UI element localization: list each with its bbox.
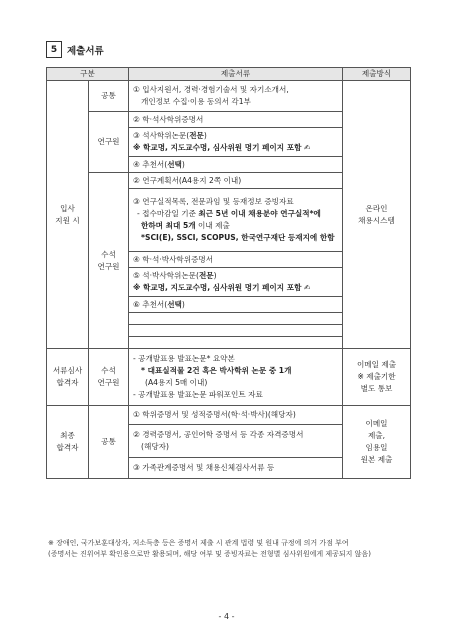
final-sub-label: 공통 [89, 406, 129, 479]
researcher-item-2: ② 학·석사학위증명서 [129, 112, 343, 128]
final-item-1: ① 학위증명서 및 성적증명서(학·석·박사)(해당자) [129, 406, 343, 425]
section-header [46, 41, 104, 58]
researcher-item-4: ④ 추천서(선택) [129, 157, 343, 173]
table-row [47, 349, 411, 406]
page-number: - 4 - [218, 612, 235, 621]
senior-item-6: ⑥ 추천서(선택) [129, 297, 343, 313]
apply-label: 입사 지원 시 [47, 81, 89, 349]
table-row [47, 81, 411, 112]
researcher-item-3: ③ 석사학위논문(전문) ※ 학교명, 지도교수명, 심사위원 명기 페이지 포함 ✍ [129, 128, 343, 157]
header-method: 제출방식 [343, 68, 411, 81]
final-method: 이메일 제출, 임용일 원본 제출 [343, 406, 411, 479]
documents-table [46, 67, 411, 479]
apply-common-docs: ① 입사지원서, 경력·경험기술서 및 자기소개서, 개인정보 수집·이용 동의서 각1부 [129, 81, 343, 112]
senior-item-5: ⑤ 석·박사학위논문(전문) ※ 학교명, 지도교수명, 심사위원 명기 페이지 포함 ✍ [129, 268, 343, 297]
apply-researcher-label: 연구원 [89, 112, 129, 173]
final-item-2: ② 경력증명서, 공인어학 증명서 등 각종 자격증명서 (해당자) [129, 425, 343, 458]
section-title: 제출서류 [67, 45, 104, 57]
header-documents: 제출서류 [129, 68, 343, 81]
screening-docs: - 공개발표용 발표논문* 요약본 * 대표실적물 2건 혹은 박사학위 논문 중 1개 (A4용지 5매 이내) - 공개발표용 발표논문 파워포인트 자료 [129, 349, 343, 406]
footnote: ※ 장애인, 국가보훈대상자, 저소득층 등은 증명서 제출 시 관계 법령 및 원내 규정에 의거 가점 부여 (증명서는 진위여부 확인용으로만 활용되며, 해당 여부 및 증빙자료는 전형별 심사위원에게 제공되지 않음) [48, 539, 371, 558]
apply-method: 온라인 채용시스템 [343, 81, 411, 349]
table-row [47, 406, 411, 425]
table-header-row [47, 68, 411, 81]
screening-sub-label: 수석 연구원 [89, 349, 129, 406]
senior-item-4: ④ 학·석·박사학위증명서 [129, 252, 343, 268]
section-number: 5 [46, 41, 62, 58]
final-label: 최종 합격자 [47, 406, 89, 479]
screening-label: 서류심사 합격자 [47, 349, 89, 406]
senior-item-2: ② 연구계획서(A4용지 2쪽 이내) [129, 173, 343, 189]
senior-item-3: ③ 연구실적목록, 전문과임 및 등재정보 증빙자료 - 접수마감일 기준 최근 5년 이내 채용분야 연구실적*에 한하며 최대 5개 이내 제출 *SCI(E), SSCI, SCOPUS, 한국연구재단 등재지에 한함 [129, 189, 343, 252]
header-category: 구분 [47, 68, 129, 81]
final-item-3: ③ 가족관계증명서 및 채용신체검사서류 등 [129, 458, 343, 479]
apply-common-label: 공통 [89, 81, 129, 112]
apply-senior-label: 수석 연구원 [89, 173, 129, 349]
screening-method: 이메일 제출 ※ 제출기한 별도 통보 [343, 349, 411, 406]
